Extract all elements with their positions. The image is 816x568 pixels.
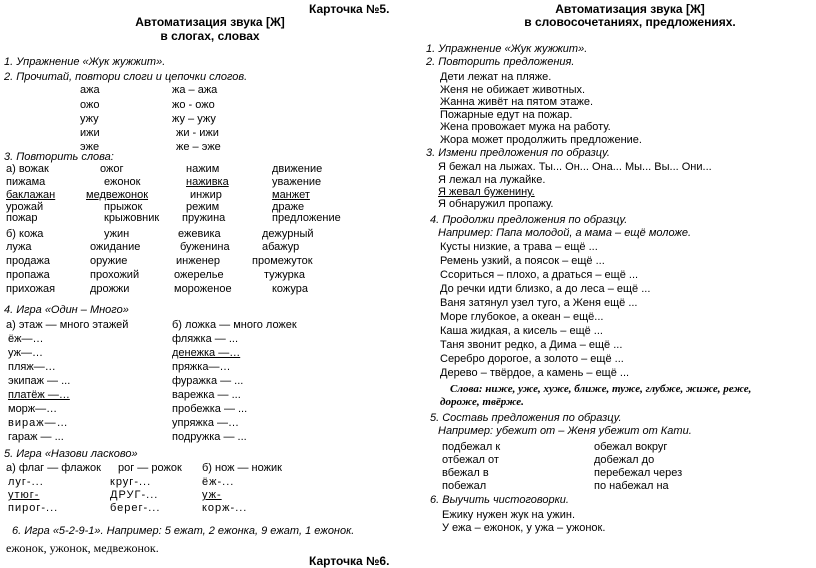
left-title-line2: в слогах, словах <box>160 29 260 43</box>
right-exercise-4-example: Например: Папа молодой, а мама – ещё моложе. <box>438 227 692 239</box>
game5-item: утюг- <box>8 489 40 501</box>
tongue-twister: У ежа – ежонок, у ужа – ужонок. <box>442 522 606 534</box>
right-exercise-5-example: Например: убежит от – Женя убежит от Кати. <box>438 425 692 437</box>
left-exercise-3: 3. Повторить слова: <box>4 151 114 163</box>
word-cell: тужурка <box>264 269 305 281</box>
game5-item: берег-... <box>110 502 161 514</box>
word-cell: баклажан <box>6 189 56 201</box>
left-title-line1: Автоматизация звука [Ж] <box>135 15 285 29</box>
game4-item: ёж—… <box>8 333 44 345</box>
right-exercise-6: 6. Выучить чистоговорки. <box>430 494 569 506</box>
right-title-line1: Автоматизация звука [Ж] <box>555 2 705 16</box>
right-exercise-1: 1. Упражнение «Жук жужжит». <box>426 43 588 55</box>
card-number-bottom: Карточка №6. <box>309 554 390 568</box>
sentence: Море глубокое, а океан – ещё... <box>440 311 604 323</box>
game4-item: уж—… <box>8 347 43 359</box>
game4-item: пробежка — ... <box>172 403 248 415</box>
word-cell: ужин <box>104 228 130 240</box>
word-cell: прохожий <box>90 269 140 281</box>
syllable-chain: жо - ожо <box>172 99 215 111</box>
sentence: Таня звонит редко, а Дима – ещё ... <box>440 339 623 351</box>
word-cell: пожар <box>6 212 38 224</box>
game4-header-a: а) этаж — много этажей <box>6 319 129 331</box>
game4-item: фуражка — ... <box>172 375 244 387</box>
right-exercise-5: 5. Составь предложения по образцу. <box>430 412 622 424</box>
game4-item: подружка — ... <box>172 431 247 443</box>
sentence: Дети лежат на пляже. <box>440 71 552 83</box>
game4-item: пляж—… <box>8 361 56 373</box>
sentence: Жанна живёт на пятом этаже. <box>440 96 594 108</box>
left-exercise-6: 6. Игра «5-2-9-1». Например: 5 ежат, 2 ежонка, 9 ежат, 1 ежонок. <box>12 525 355 537</box>
right-exercise-2: 2. Повторить предложения. <box>426 56 575 68</box>
left-exercise-5: 5. Игра «Назови ласково» <box>4 448 138 460</box>
syllable-item: ижи <box>80 127 100 139</box>
game5-item: а) флаг — флажок <box>6 462 101 474</box>
word-cell: оружие <box>90 255 128 267</box>
syllable-item: ужу <box>80 113 99 125</box>
word-cell: продажа <box>6 255 50 267</box>
sentence: Жора может продолжить предложение. <box>440 134 642 146</box>
game4-item: экипаж — ... <box>8 375 71 387</box>
game5-item: уж- <box>202 489 222 501</box>
word-cell: нажим <box>186 163 220 175</box>
words-hint-line2: дороже, твёрже. <box>440 396 524 408</box>
word-cell: а) вожак <box>6 163 49 175</box>
left-exercise-1: 1. Упражнение «Жук жужжит». <box>4 56 166 68</box>
word-cell: крыжовник <box>104 212 160 224</box>
word-cell: предложение <box>272 212 341 224</box>
word-cell: б) кожа <box>6 228 44 240</box>
syllable-chain: же – эже <box>176 141 221 153</box>
word-cell: манжет <box>272 189 310 201</box>
game4-item: упряжка —… <box>172 417 239 429</box>
phrase-cell: отбежал от <box>442 454 499 466</box>
word-cell: движение <box>272 163 323 175</box>
left-exercise-4: 4. Игра «Один – Много» <box>4 304 129 316</box>
left-exercise-6-words: ежонок, ужонок, медвежонок. <box>6 541 159 555</box>
sentence: До речки идти близко, а до леса – ещё ... <box>440 283 651 295</box>
phrase-cell: обежал вокруг <box>594 441 668 453</box>
game4-item: вираж—… <box>8 417 69 429</box>
sentence: Ссориться – плохо, а драться – ещё ... <box>440 269 639 281</box>
sentence: Пожарные едут на пожар. <box>440 109 573 121</box>
game4-item: пряжка—… <box>172 361 231 373</box>
game5-item: луг-... <box>8 476 44 488</box>
word-cell: лужа <box>6 241 32 253</box>
word-cell: ожог <box>100 163 124 175</box>
card-number-top: Карточка №5. <box>309 2 390 16</box>
word-cell: урожай <box>6 201 44 213</box>
game4-header-b: б) ложка — много ложек <box>172 319 297 331</box>
phrase-cell: побежал <box>442 480 487 492</box>
word-cell: дежурный <box>262 228 314 240</box>
syllable-chain: жи - ижи <box>176 127 219 139</box>
game5-item: ДРУГ-... <box>110 489 159 501</box>
sentence: Кусты низкие, а трава – ещё ... <box>440 241 598 253</box>
game4-item: варежка — ... <box>172 389 241 401</box>
game5-item: пирог-... <box>8 502 59 514</box>
word-cell: пижама <box>6 176 46 188</box>
word-cell: прыжок <box>104 201 143 213</box>
word-cell: мороженое <box>174 283 232 295</box>
word-cell: пружина <box>182 212 226 224</box>
word-cell: медвежонок <box>86 189 149 201</box>
word-cell: ежонок <box>104 176 141 188</box>
sentence: Я обнаружил пропажу. <box>438 198 554 210</box>
word-cell: инженер <box>176 255 221 267</box>
word-cell: кожура <box>272 283 309 295</box>
syllable-item: ожо <box>80 99 100 111</box>
game5-item: круг-... <box>110 476 152 488</box>
word-cell: буженина <box>180 241 230 253</box>
word-cell: режим <box>186 201 220 213</box>
phrase-cell: перебежал через <box>594 467 683 479</box>
word-cell: уважение <box>272 176 322 188</box>
game4-item: морж—… <box>8 403 58 415</box>
word-cell: пропажа <box>6 269 50 281</box>
word-cell: ожерелье <box>174 269 224 281</box>
right-exercise-3: 3. Измени предложения по образцу. <box>426 147 610 159</box>
syllable-item: эже <box>80 141 100 153</box>
sentence: Ваня затянул узел туго, а Женя ещё ... <box>440 297 638 309</box>
right-exercise-4: 4. Продолжи предложения по образцу. <box>430 214 628 226</box>
phrase-cell: подбежал к <box>442 441 501 453</box>
game4-item: платёж —… <box>8 389 70 401</box>
phrase-cell: добежал до <box>594 454 655 466</box>
game4-item: гараж — ... <box>8 431 64 443</box>
game5-item: ёж-... <box>202 476 235 488</box>
underline-rule <box>440 108 578 109</box>
syllable-chain: жу – ужу <box>172 113 216 125</box>
word-cell: дрожжи <box>90 283 130 295</box>
game4-item: денежка —… <box>172 347 241 359</box>
sentence: Я жевал буженину. <box>438 186 535 198</box>
sentence: Я бежал на лыжах. Ты... Он... Она... Мы... Вы... Они... <box>438 161 712 173</box>
game4-item: фляжка — ... <box>172 333 238 345</box>
word-cell: драже <box>272 201 305 213</box>
tongue-twister: Ежику нужен жук на ужин. <box>442 509 575 521</box>
syllable-item: ажа <box>80 84 100 96</box>
word-cell: наживка <box>186 176 229 188</box>
sentence: Каша жидкая, а кисель – ещё ... <box>440 325 603 337</box>
left-exercise-2: 2. Прочитай, повтори слоги и цепочки слогов. <box>4 71 248 83</box>
sentence: Жена провожает мужа на работу. <box>440 121 611 133</box>
word-cell: промежуток <box>252 255 313 267</box>
word-cell: ожидание <box>90 241 141 253</box>
sentence: Я лежал на лужайке. <box>438 174 546 186</box>
word-cell: инжир <box>190 189 222 201</box>
game5-item: корж-... <box>202 502 248 514</box>
sentence: Женя не обижает животных. <box>440 84 586 96</box>
phrase-cell: вбежал в <box>442 467 489 479</box>
game5-item: рог — рожок <box>118 462 182 474</box>
words-hint-line1: Слова: ниже, уже, хуже, ближе, туже, глубже, жиже, реже, <box>450 383 752 395</box>
sentence: Дерево – твёрдое, а камень – ещё ... <box>440 367 630 379</box>
phrase-cell: по набежал на <box>594 480 669 492</box>
syllable-chain: жа – ажа <box>172 84 218 96</box>
word-cell: ежевика <box>178 228 221 240</box>
word-cell: абажур <box>262 241 300 253</box>
right-title-line2: в словосочетаниях, предложениях. <box>524 15 736 29</box>
sentence: Серебро дорогое, а золото – ещё ... <box>440 353 624 365</box>
game5-item: б) нож — ножик <box>202 462 282 474</box>
word-cell: прихожая <box>6 283 56 295</box>
sentence: Ремень узкий, а поясок – ещё ... <box>440 255 605 267</box>
